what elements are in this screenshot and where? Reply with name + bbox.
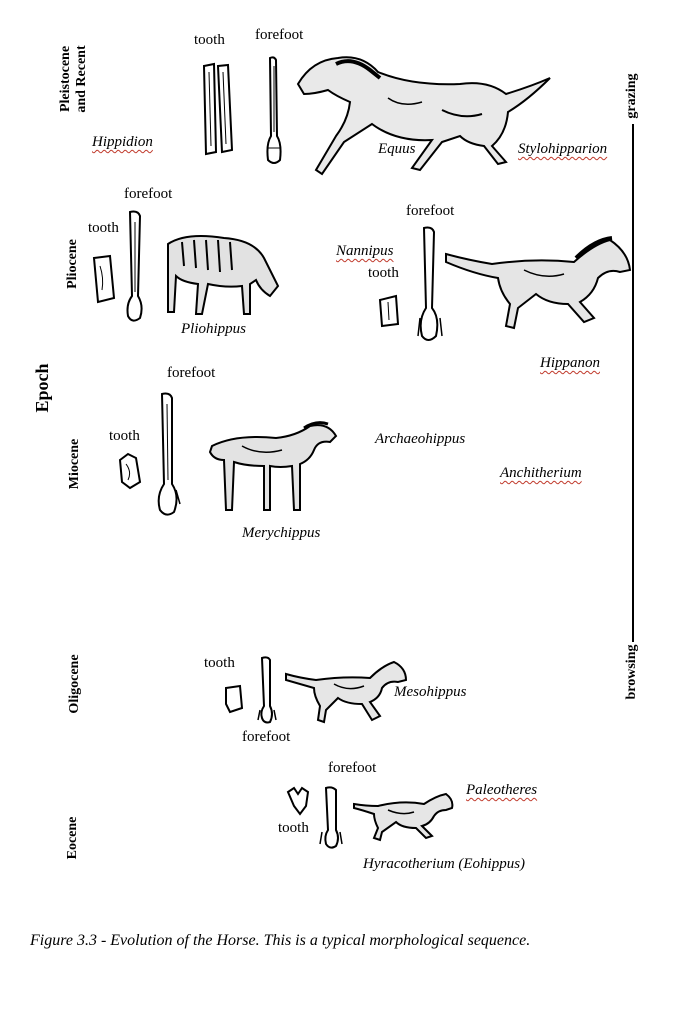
label-tooth-eocene: tooth	[278, 820, 309, 836]
label-forefoot-eocene: forefoot	[328, 760, 377, 776]
equus-illustration	[292, 50, 552, 178]
tooth-pliocene-left-illustration	[90, 254, 116, 304]
forefoot-oligocene-illustration	[256, 656, 278, 724]
label-forefoot-pleistocene: forefoot	[255, 27, 304, 43]
mesohippus-illustration	[284, 660, 410, 724]
species-hippidion: Hippidion	[92, 134, 153, 150]
epoch-pleistocene	[58, 24, 92, 134]
tooth-pleistocene-illustration	[198, 62, 238, 156]
species-hipparion: Hippanon	[540, 355, 600, 371]
label-tooth-oligocene: tooth	[204, 655, 235, 671]
forefoot-pliocene-left-illustration	[122, 210, 148, 324]
epoch-eocene: Eocene	[65, 816, 80, 860]
species-hyracotherium: Hyracotherium (Eohippus)	[363, 856, 526, 872]
merychippus-illustration	[206, 420, 338, 514]
forefoot-miocene-illustration	[154, 392, 184, 518]
label-forefoot-pliocene-right: forefoot	[406, 203, 455, 219]
label-browsing: browsing	[624, 644, 639, 700]
species-stylohipparion: Stylohipparion	[518, 141, 608, 157]
label-tooth-pliocene-right: tooth	[368, 265, 399, 281]
label-tooth-pleistocene: tooth	[194, 32, 225, 48]
species-mesohippus: Mesohippus	[394, 684, 467, 700]
species-anchitherium: Anchitherium	[500, 465, 582, 481]
tooth-oligocene-illustration	[222, 684, 246, 714]
species-merychippus: Merychippus	[242, 525, 321, 541]
species-nannipus: Nannipus	[336, 243, 394, 259]
epoch-pleistocene-line2: and Recent	[74, 45, 89, 113]
hipparion-illustration	[444, 234, 632, 334]
forefoot-pleistocene-illustration	[262, 56, 286, 168]
axis-title: Epoch	[32, 363, 52, 413]
epoch-oligocene: Oligocene	[67, 654, 82, 714]
figure-caption: Figure 3.3 - Evolution of the Horse. This is a typical morphological sequence.	[30, 932, 531, 949]
label-forefoot-pliocene-left: forefoot	[124, 186, 173, 202]
pliohippus-illustration	[162, 226, 282, 318]
species-equus: Equus	[378, 141, 416, 157]
hyracotherium-illustration	[352, 790, 456, 842]
species-pliohippus: Pliohippus	[181, 321, 247, 337]
forefoot-pliocene-right-illustration	[414, 226, 446, 344]
species-paleotheres: Paleotheres	[466, 782, 538, 798]
label-forefoot-oligocene: forefoot	[242, 729, 291, 745]
label-tooth-miocene: tooth	[109, 428, 140, 444]
label-grazing: grazing	[624, 73, 639, 119]
epoch-miocene: Miocene	[67, 438, 82, 490]
label-tooth-pliocene-left: tooth	[88, 220, 119, 236]
tooth-pliocene-right-illustration	[376, 294, 402, 328]
epoch-pleistocene-line1: Pleistocene	[58, 45, 73, 113]
species-archaeohippus: Archaeohippus	[375, 431, 466, 447]
grazing-browsing-axis-line	[630, 124, 636, 644]
forefoot-eocene-illustration	[320, 786, 344, 850]
epoch-pliocene: Pliocene	[65, 239, 80, 289]
tooth-miocene-illustration	[116, 452, 144, 490]
label-forefoot-miocene: forefoot	[167, 365, 216, 381]
tooth-eocene-illustration	[286, 786, 312, 816]
